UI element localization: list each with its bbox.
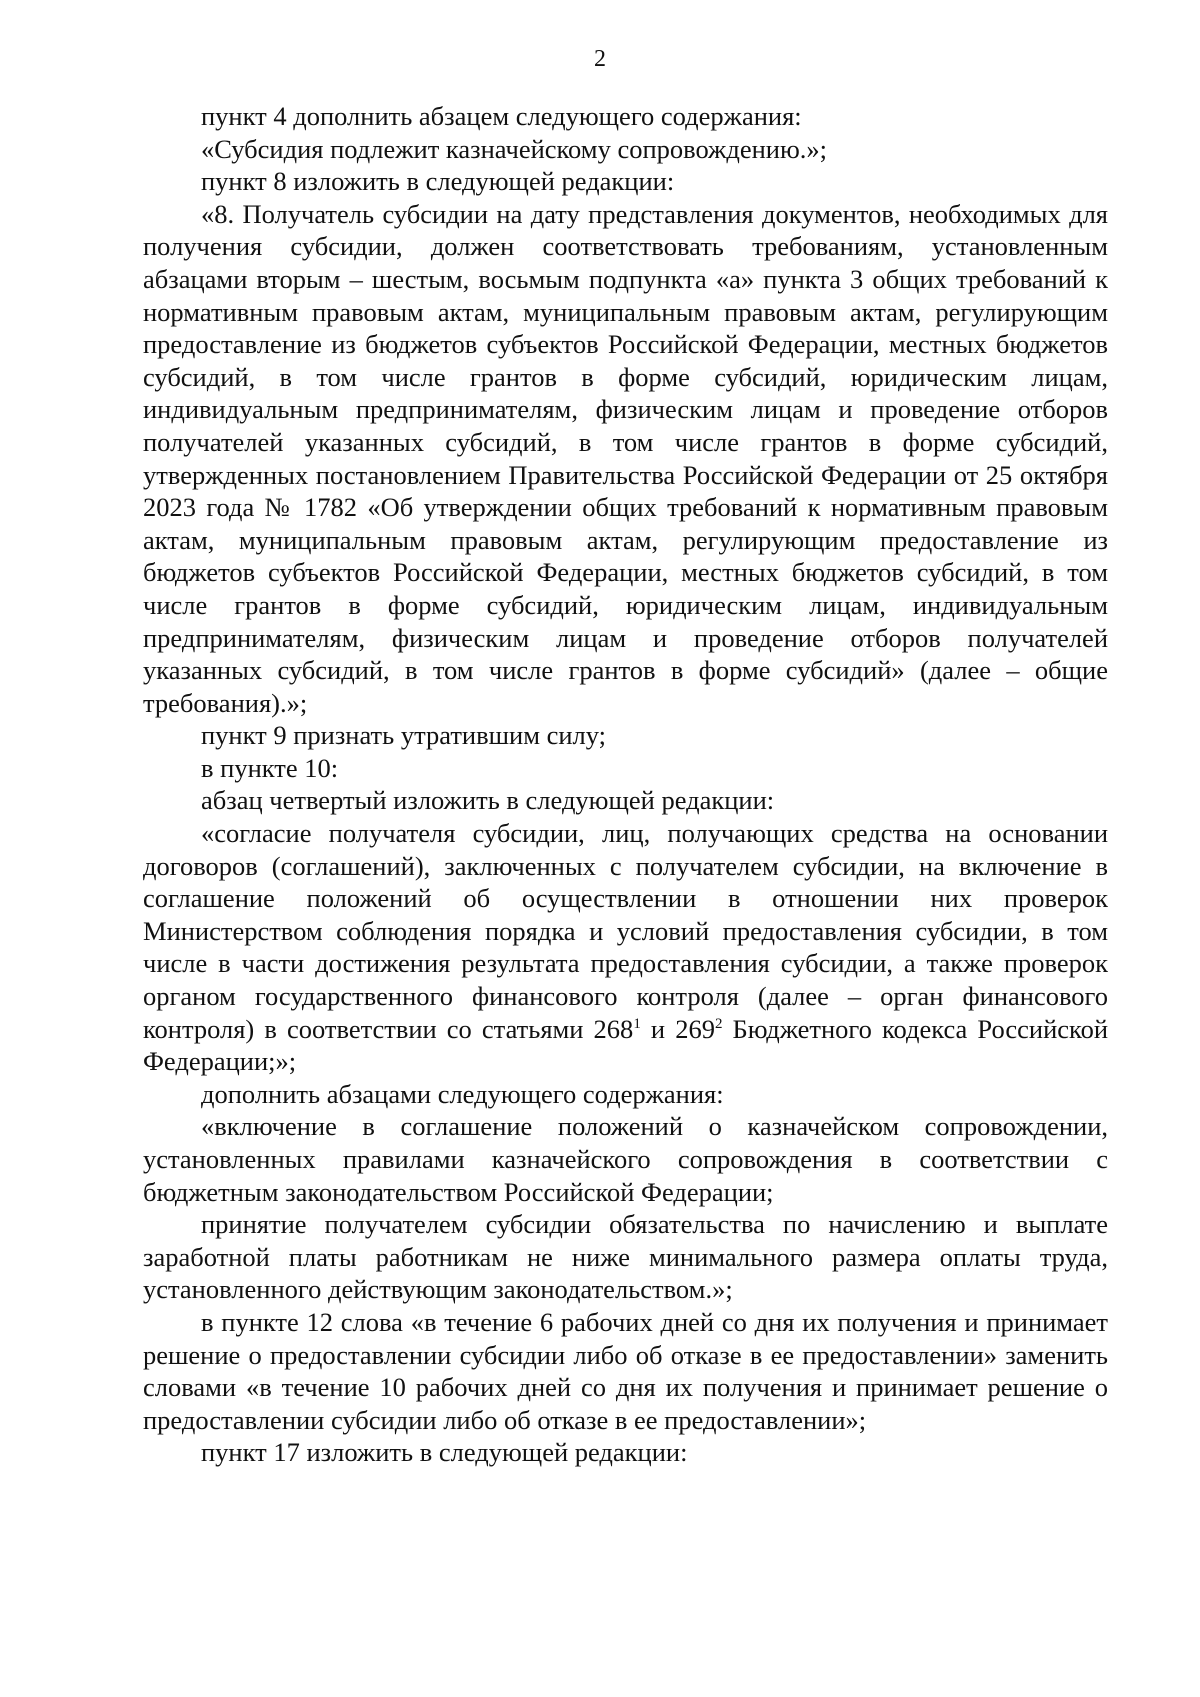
paragraph-treasury-support: «Субсидия подлежит казначейскому сопровождению.»; xyxy=(201,133,828,164)
paragraph-in-point-10: в пункте 10: xyxy=(201,752,339,783)
consent-text-middle: и 269 xyxy=(640,1013,715,1044)
paragraph-consent-text xyxy=(143,817,1108,1078)
paragraph-fourth-abzac: абзац четвертый изложить в следующей редакции: xyxy=(201,785,775,816)
paragraph-amend-point-4: пункт 4 дополнить абзацем следующего содержания: xyxy=(201,101,802,131)
paragraph-point-12: в пункте 12 слова «в течение 6 рабочих дней со дня их получения и принимает решение о предоставлении субсидии либо об отказе в ее предоставлении» заменить словами «в течение 10 рабочих дней со дня их получения и принимает решение о предоставлении субсидии либо об отказе в ее предоставлении»; xyxy=(143,1306,1108,1435)
paragraph-amend-point-8: пункт 8 изложить в следующей редакции: xyxy=(201,166,675,197)
consent-text-after: Бюджетного кодекса Российской Федерации;»; xyxy=(143,1013,1109,1077)
paragraph-point-9-void: пункт 9 признать утратившим силу; xyxy=(201,720,607,751)
paragraph-treasury-provisions: «включение в соглашение положений о казначейском сопровождении, установленных правилами казначейского сопровождения в соответствии с бюджетным законодательством Российской Федерации; xyxy=(143,1111,1108,1207)
page-number: 2 xyxy=(594,46,606,72)
superscript-1: 1 xyxy=(633,1015,641,1032)
paragraph-minimum-wage: принятие получателем субсидии обязательства по начислению и выплате заработной платы работникам не ниже минимального размера оплаты труда, установленного действующим законодательством.»; xyxy=(143,1209,1108,1305)
superscript-2: 2 xyxy=(714,1015,723,1032)
document-body xyxy=(143,100,1108,1469)
paragraph-point-8-text: «8. Получатель субсидии на дату представления документов, необходимых для получения субсидии, должен соответствовать требованиям, установленным абзацами вторым – шестым, восьмым подпункта «а» пункта 3 общих требований к нормативным правовым актам, муниципальным правовым актам, регулирующим предоставление из бюджетов субъектов Российской Федерации, местных бюджетов субсидий, в том числе грантов в форме субсидий, юридическим лицам, индивидуальным предпринимателям, физическим лицам и проведение отборов получателей указанных субсидий, в том числе грантов в форме субсидий, утвержденных постановлением Правительства Российской Федерации от 25 октября 2023 года № 1782 «Об утверждении общих требований к нормативным правовым актам, муниципальным правовым актам, регулирующим предоставление из бюджетов субъектов Российской Федерации, местных бюджетов субсидий, в том числе грантов в форме субсидий, юридическим лицам, индивидуальным предпринимателям, физическим лицам и проведение отборов получателей указанных субсидий, в том числе грантов в форме субсидий» (далее – общие требования).»; xyxy=(143,198,1108,718)
paragraph-amend-point-17: пункт 17 изложить в следующей редакции: xyxy=(201,1437,688,1468)
consent-text-before: «согласие получателя субсидии, лиц, получающих средства на основании договоров (соглашений), заключенных с получателем субсидии, на включение в соглашение положений об осуществлении в отношении них проверок Министерством соблюдения порядка и условий предоставления субсидии, в том числе в части достижения результата предоставления субсидии, а также проверок органом государственного финансового контроля (далее – орган финансового контроля) в соответствии со статьями 268 xyxy=(143,818,1108,1044)
paragraph-add-abzacs: дополнить абзацами следующего содержания: xyxy=(201,1078,724,1109)
